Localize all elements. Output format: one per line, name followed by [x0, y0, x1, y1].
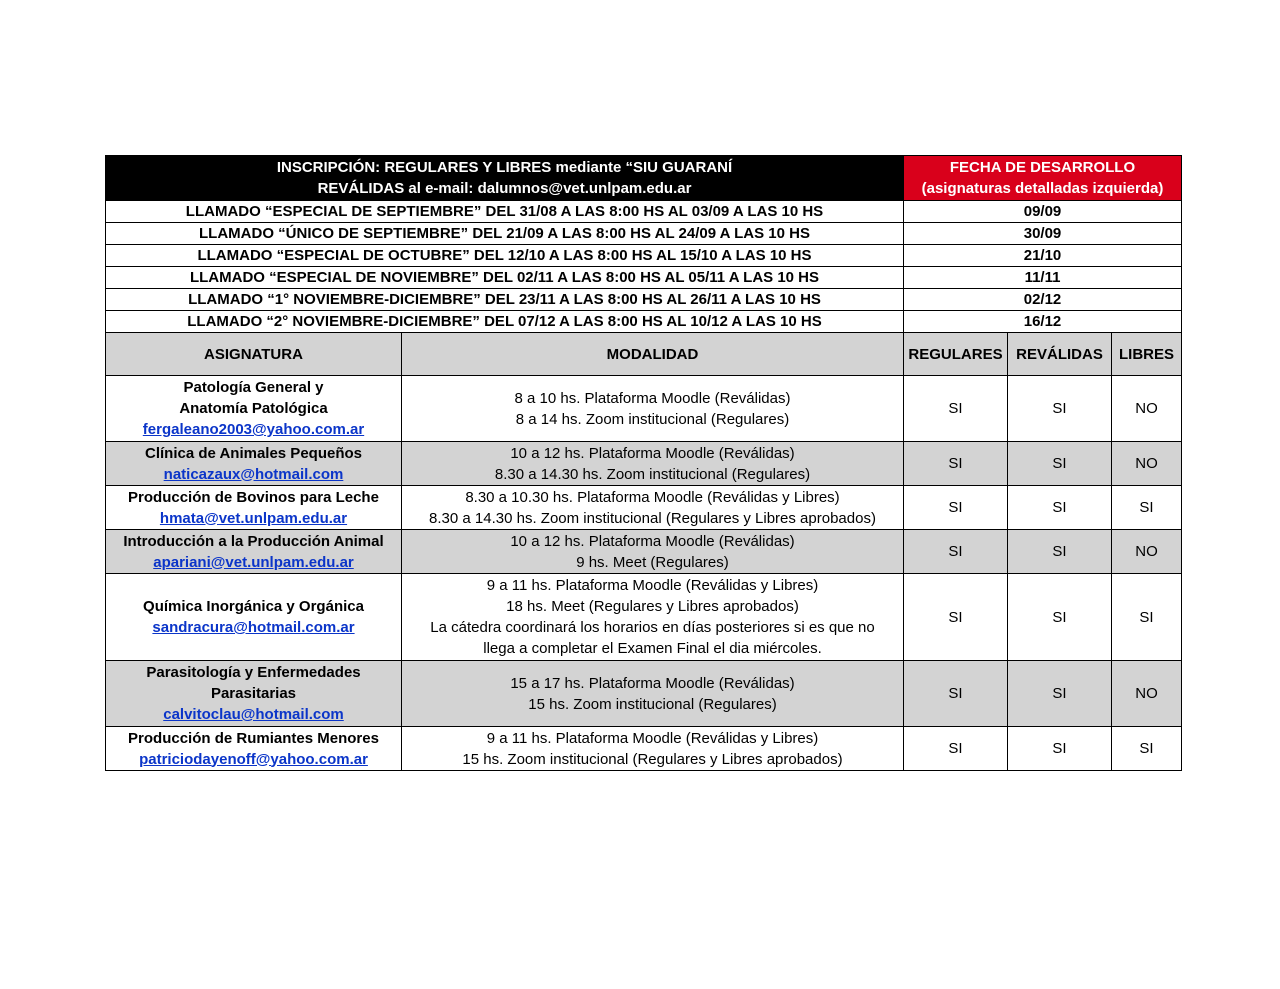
libres-value: NO [1112, 530, 1182, 574]
date-header-note: (asignaturas detalladas izquierda) [921, 180, 1164, 197]
subject-cell [106, 661, 402, 727]
subject-name: Producción de Rumiantes Menores [128, 729, 379, 747]
subject-name: Química Inorgánica y Orgánica [143, 598, 364, 615]
llamado-date: 16/12 [904, 311, 1182, 333]
regulares-value: SI [904, 661, 1008, 727]
subject-cell [106, 376, 402, 442]
revalidas-value: SI [1008, 486, 1112, 530]
registration-header [106, 156, 904, 201]
column-header-libres: LIBRES [1112, 333, 1182, 376]
table-header-row [106, 156, 1182, 201]
modalidad-line: 9 a 11 hs. Plataforma Moodle (Reválidas y Libres) [486, 577, 819, 594]
llamado-date: 21/10 [904, 245, 1182, 267]
modalidad-cell [402, 574, 904, 661]
modalidad-cell [402, 661, 904, 727]
subject-name: Patología General y [183, 379, 324, 396]
exam-schedule-table [105, 155, 1182, 771]
subject-name: Clínica de Animales Pequeños [144, 444, 362, 462]
modalidad-line: 8 a 14 hs. Zoom institucional (Regulares) [515, 410, 790, 428]
llamado-text: LLAMADO “1° NOVIEMBRE-DICIEMBRE” DEL 23/11 A LAS 8:00 HS AL 26/11 A LAS 10 HS [106, 289, 904, 311]
subject-name: Producción de Bovinos para Leche [128, 488, 379, 506]
regulares-value: SI [904, 574, 1008, 661]
subject-email-link[interactable]: patriciodayenoff@yahoo.com.ar [139, 750, 368, 768]
subject-email-link[interactable]: apariani@vet.unlpam.edu.ar [153, 553, 354, 571]
modalidad-line: 8.30 a 10.30 hs. Plataforma Moodle (Reválidas y Libres) [465, 488, 840, 506]
modalidad-line: 9 a 11 hs. Plataforma Moodle (Reválidas y Libres) [486, 729, 819, 747]
revalidas-value: SI [1008, 530, 1112, 574]
llamado-text: LLAMADO “ESPECIAL DE SEPTIEMBRE” DEL 31/08 A LAS 8:00 HS AL 03/09 A LAS 10 HS [106, 201, 904, 223]
llamado-row [106, 201, 1182, 223]
modalidad-cell [402, 530, 904, 574]
modalidad-line: 15 hs. Zoom institucional (Regulares) [528, 695, 777, 713]
subject-name: Parasitarias [210, 685, 297, 702]
regulares-value: SI [904, 727, 1008, 771]
date-header-title: FECHA DE DESARROLLO [949, 159, 1136, 176]
modalidad-cell [402, 376, 904, 442]
subject-email-link[interactable]: sandracura@hotmail.com.ar [152, 619, 355, 636]
date-header [904, 156, 1182, 201]
llamado-text: LLAMADO “ESPECIAL DE OCTUBRE” DEL 12/10 A LAS 8:00 HS AL 15/10 A LAS 10 HS [106, 245, 904, 267]
modalidad-line: 18 hs. Meet (Regulares y Libres aprobados) [506, 598, 799, 615]
registration-title: INSCRIPCIÓN: REGULARES Y LIBRES mediante “SIU GUARANÍ [276, 159, 733, 176]
modalidad-line: 8.30 a 14.30 hs. Zoom institucional (Regulares) [494, 465, 811, 483]
subject-cell [106, 727, 402, 771]
regulares-value: SI [904, 376, 1008, 442]
column-header-row [106, 333, 1182, 376]
subject-row [106, 530, 1182, 574]
subject-email-link[interactable]: hmata@vet.unlpam.edu.ar [159, 509, 348, 527]
llamado-row [106, 245, 1182, 267]
modalidad-line: 8 a 10 hs. Plataforma Moodle (Reválidas) [514, 389, 791, 407]
modalidad-line: llega a completar el Examen Final el dia miércoles. [483, 640, 822, 657]
subject-cell [106, 530, 402, 574]
llamado-date: 30/09 [904, 223, 1182, 245]
revalidas-value: SI [1008, 661, 1112, 727]
subject-row [106, 486, 1182, 530]
subject-row [106, 661, 1182, 727]
modalidad-line: 15 hs. Zoom institucional (Regulares y Libres aprobados) [462, 750, 843, 768]
llamado-date: 09/09 [904, 201, 1182, 223]
subject-cell [106, 574, 402, 661]
subject-email-link[interactable]: naticazaux@hotmail.com [163, 465, 344, 483]
subject-row [106, 574, 1182, 661]
libres-value: SI [1112, 486, 1182, 530]
modalidad-line: 8.30 a 14.30 hs. Zoom institucional (Regulares y Libres aprobados) [429, 509, 876, 527]
llamado-text: LLAMADO “ESPECIAL DE NOVIEMBRE” DEL 02/11 A LAS 8:00 HS AL 05/11 A LAS 10 HS [106, 267, 904, 289]
llamado-text: LLAMADO “2° NOVIEMBRE-DICIEMBRE” DEL 07/12 A LAS 8:00 HS AL 10/12 A LAS 10 HS [106, 311, 904, 333]
modalidad-cell [402, 727, 904, 771]
subject-cell [106, 442, 402, 486]
column-header-regulares: REGULARES [904, 333, 1008, 376]
subject-email-link[interactable]: fergaleano2003@yahoo.com.ar [142, 421, 365, 438]
modalidad-line: 10 a 12 hs. Plataforma Moodle (Reválidas) [510, 444, 795, 462]
column-header-modalidad: MODALIDAD [402, 333, 904, 376]
regulares-value: SI [904, 486, 1008, 530]
subject-row [106, 376, 1182, 442]
subject-row [106, 727, 1182, 771]
libres-value: SI [1112, 574, 1182, 661]
llamado-row [106, 223, 1182, 245]
subject-name: Introducción a la Producción Animal [123, 532, 384, 550]
modalidad-cell [402, 486, 904, 530]
modalidad-line: La cátedra coordinará los horarios en días posteriores si es que no [430, 619, 875, 636]
regulares-value: SI [904, 530, 1008, 574]
revalidas-value: SI [1008, 442, 1112, 486]
llamado-date: 02/12 [904, 289, 1182, 311]
llamado-row [106, 267, 1182, 289]
modalidad-line: 15 a 17 hs. Plataforma Moodle (Reválidas) [510, 674, 795, 692]
subject-email-link[interactable]: calvitoclau@hotmail.com [163, 706, 344, 723]
subject-name: Anatomía Patológica [179, 400, 328, 417]
revalidas-email-note: REVÁLIDAS al e-mail: dalumnos@vet.unlpam.edu.ar [317, 180, 692, 197]
llamado-text: LLAMADO “ÚNICO DE SEPTIEMBRE” DEL 21/09 A LAS 8:00 HS AL 24/09 A LAS 10 HS [106, 223, 904, 245]
revalidas-value: SI [1008, 727, 1112, 771]
libres-value: NO [1112, 376, 1182, 442]
column-header-asignatura: ASIGNATURA [106, 333, 402, 376]
modalidad-line: 9 hs. Meet (Regulares) [576, 553, 729, 571]
libres-value: NO [1112, 661, 1182, 727]
subject-row [106, 442, 1182, 486]
column-header-revalidas: REVÁLIDAS [1008, 333, 1112, 376]
subject-name: Parasitología y Enfermedades [146, 664, 361, 681]
llamado-date: 11/11 [904, 267, 1182, 289]
revalidas-value: SI [1008, 574, 1112, 661]
llamado-row [106, 311, 1182, 333]
llamado-row [106, 289, 1182, 311]
subject-cell [106, 486, 402, 530]
regulares-value: SI [904, 442, 1008, 486]
revalidas-value: SI [1008, 376, 1112, 442]
libres-value: NO [1112, 442, 1182, 486]
modalidad-cell [402, 442, 904, 486]
modalidad-line: 10 a 12 hs. Plataforma Moodle (Reválidas) [510, 532, 795, 550]
libres-value: SI [1112, 727, 1182, 771]
